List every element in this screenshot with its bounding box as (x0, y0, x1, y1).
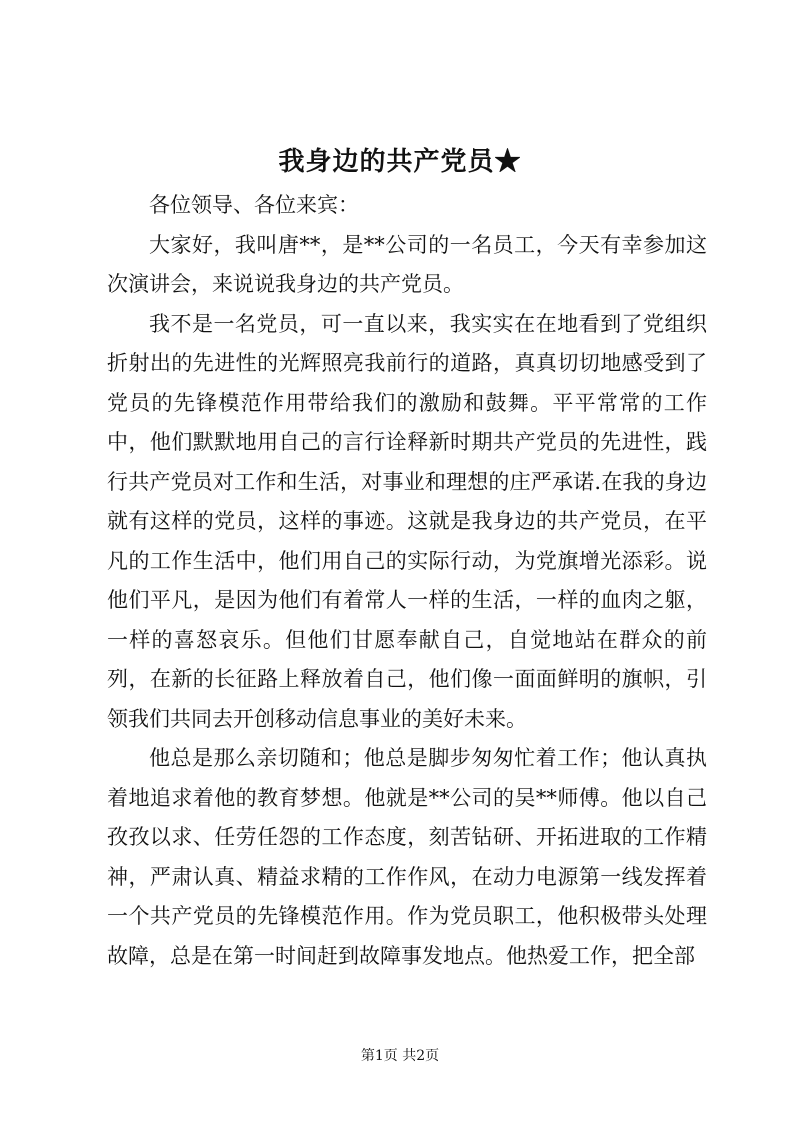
paragraph-party-members: 我不是一名党员，可一直以来，我实实在在地看到了党组织折射出的先进性的光辉照亮我前行的道路，真真切切地感受到了党员的先锋模范作用带给我们的激励和鼓舞。平平常常的工作中，他们默默地用自己的言行诠释新时期共产党员的先进性，践行共产党员对工作和生活，对事业和理想的庄严承诺.在我的身边就有这样的党员，这样的事迹。这就是我身边的共产党员，在平凡的工作生活中，他们用自己的实际行动，为党旗增光添彩。说他们平凡，是因为他们有着常人一样的生活，一样的血肉之躯，一样的喜怒哀乐。但他们甘愿奉献自己，自觉地站在群众的前列，在新的长征路上释放着自己，他们像一面面鲜明的旗帜，引领我们共同去开创移动信息事业的美好未来。 (107, 311, 707, 731)
document-title: 我身边的共产党员★ (278, 147, 522, 177)
paragraph-greeting: 各位领导、各位来宾： (149, 193, 359, 217)
paragraph-introduction: 大家好，我叫唐**，是**公司的一名员工，今天有幸参加这次演讲会，来说说我身边的共产党员。 (107, 232, 707, 296)
document-body (107, 186, 707, 976)
page-number-footer: 第1页 共2页 (360, 1048, 440, 1064)
paragraph-master-wu: 他总是那么亲切随和；他总是脚步匆匆忙着工作；他认真执着地追求着他的教育梦想。他就是**公司的吴**师傅。他以自己孜孜以求、任劳任怨的工作态度，刻苦钻研、开拓进取的工作精神，严肃认真、精益求精的工作作风，在动力电源第一线发挥着一个共产党员的先锋模范作用。作为党员职工，他积极带头处理故障，总是在第一时间赶到故障事发地点。他热爱工作，把全部 (107, 746, 707, 968)
